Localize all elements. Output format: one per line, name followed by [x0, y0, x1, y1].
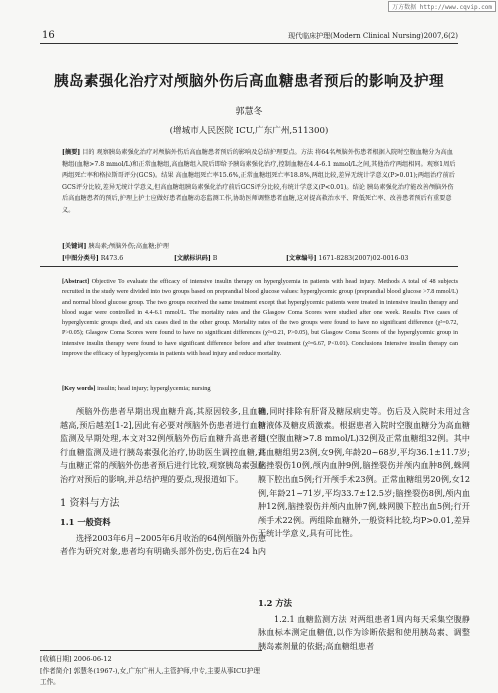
clc-value: R473.6 [100, 255, 124, 262]
page-number: 16 [42, 30, 55, 41]
body-column-right [258, 405, 470, 653]
abstract-en-label: [Abstract] [62, 278, 90, 285]
paragraph-1-2-1: 1.2.1 血糖监测方法 对两组患者1周内每天采集空腹静脉血标本测定血糖值,以作为诊断依据和使用胰岛素、调整胰岛素剂量的依据;高血糖组患者 [258, 613, 470, 651]
subsection-heading-1-1: 1.1 一般资料 [60, 517, 111, 528]
paragraph-1-1-continued: 确,同时排除有肝肾及糖尿病史等。伤后及入院时未用过含糖液体及糖皮质激素。根据患者入院时空腹血糖分为高血糖组(空腹血糖>7.8 mmol/L)32例及正常血糖组32例。其中高血糖组男23例,女9例,年龄20~68岁,平均36.1±11.7岁;脑挫裂伤10例,颅内血肿9例,脑挫裂伤并颅内血肿8例,蛛网膜下腔出血5例;行开颅手术23例。正常血糖组男20例,女12例,年龄21~71岁,平均33.7±12.5岁;脑挫裂伤8例,颅内血肿12例,脑挫裂伤并颅内血肿7例,蛛网膜下腔出血5例;行开颅手术22例。两组除血糖外,一般资料比较,均P>0.01,差异无统计学意义,具有可比性。 [258, 406, 470, 539]
intro-paragraph: 颅脑外伤患者早期出现血糖升高,其原因较多,且血糖越高,预后越差[1-2],因此有必要对颅脑外伤患者进行血糖监测及早期处理,本文对32例颅脑外伤后血糖升高患者进行血糖监测及进行胰岛素强化治疗,协助医生调控血糖,并与血糖正常的颅脑外伤患者预后进行比较,观察胰岛素强化治疗对预后的影响,并总结护理的要点,现报道如下。 [60, 406, 266, 484]
keywords-en [62, 385, 211, 392]
article-value: 1671-8283(2007)02-0016-03 [318, 255, 409, 262]
article-label: [文章编号] [285, 255, 317, 262]
doc-value: B [212, 255, 218, 262]
keywords-en-label: [Key words] [62, 385, 96, 392]
abstract-cn-text: 目的 观察胰岛素强化治疗对颅脑外伤后高血糖患者预后的影响及总结护理要点。方法 将64名颅脑外伤患者根据入院时空腹血糖分为高血糖组(血糖>7.8 mmol/L)和正常血糖组,高血糖组入院后即给予胰岛素强化治疗,控制血糖在4.4-6.1 mmol/L之间,其他治疗两组相同。观察1周后两组死亡率和格拉斯哥评分(GCS)。结果 高血糖组死亡率15.6%,正常血糖组死亡率18.8%,两组比较,差异无统计学意义(P>0.01);两组治疗前后GCS评分比较,差异无统计学意义,但高血糖组胰岛素强化治疗前后GCS评分比较,有统计学意义(P<0.01)。结论 胰岛素强化治疗能改善颅脑外伤后高血糖患者的预后,护理上护士应做好患者血糖动态监测工作,协助医师调整患者血糖,这对提高救治水平、降低死亡率、改善患者预后有重要意义。 [62, 149, 456, 214]
watermark: 万方数据 http://www.cqvip.com [388, 1, 496, 12]
paragraph-1-1: 选择2003年6月~2005年6月收治的64例颅脑外伤患者作为研究对象,患者均有明确头部外伤史,伤后在24 h内 [60, 532, 266, 557]
abstract-cn-label: [摘要] [62, 149, 81, 156]
footnote-author: [作者简介] 郭慧冬(1967-),女,广东广州人,主管护师,中专,主要从事ICU护理工作。 [40, 666, 260, 686]
abstract-en-text: Objective To evaluate the efficacy of intensive insulin therapy on hyperglycemia in patients with head injury. Methods A total of 48 subjects recruited in the study were divided into two groups based on preprandial blood glucose values: hyperglycemic group (preprandial blood glucose >7.8 mmol/L) and normal blood glucose group. The two groups received the same treatment except that hyperglycemic patients were treated in intensive insulin therapy and blood sugar were controlled in 4.4-6.1 mmol/L. The mortality rates and the Glasgow Coma Scores were studied after one week. Results Five cases of hyperglycemic groups died, and six cases died in the other group. Mortality rates of the two groups were found to have no significant difference (χ²=0.72, P>0.05); Glasgow Coma Scores were found to have no significant differences (χ²=0.21, P>0.05), but Glasgow Coma Scores of the hyperglycemic group in intensive insulin therapy were found to have significant difference before and after treatment (χ²=6.67, P<0.01). Conclusions Intensive insulin therapy can improve the efficacy of hyperglycemia in patients with head injury and reduce mortality. [62, 278, 459, 358]
keywords-en-text: insulin; head injury; hyperglycemia; nursing [97, 385, 211, 392]
header-rule [40, 43, 458, 44]
keywords-cn-label: [关键词] [62, 243, 87, 250]
author: 郭慧冬 [235, 107, 263, 117]
running-title: 现代临床护理(Modern Clinical Nursing)2007,6(2) [288, 32, 458, 40]
footnote-received: [收稿日期] 2006-06-12 [40, 655, 112, 663]
doc-label: [文献标识码] [173, 255, 211, 262]
abstract-divider [40, 266, 458, 267]
keywords-cn [62, 241, 169, 250]
subsection-heading-1-2: 1.2 方法 [258, 598, 292, 608]
abstract-cn [62, 147, 458, 217]
section-heading-1: 1 资料与方法 [60, 497, 120, 509]
clc-label: [中图分类号] [62, 255, 99, 262]
affiliation: (增城市人民医院 ICU,广东广州,511300) [169, 126, 329, 136]
article-title: 胰岛素强化治疗对颅脑外伤后高血糖患者预后的影响及护理 [54, 73, 444, 90]
classification-row [62, 253, 458, 262]
keywords-cn-text: 胰岛素;颅脑外伤;高血糖;护理 [88, 243, 169, 250]
body-column-left [60, 405, 266, 559]
footnote [40, 650, 262, 689]
abstract-en [62, 277, 458, 359]
